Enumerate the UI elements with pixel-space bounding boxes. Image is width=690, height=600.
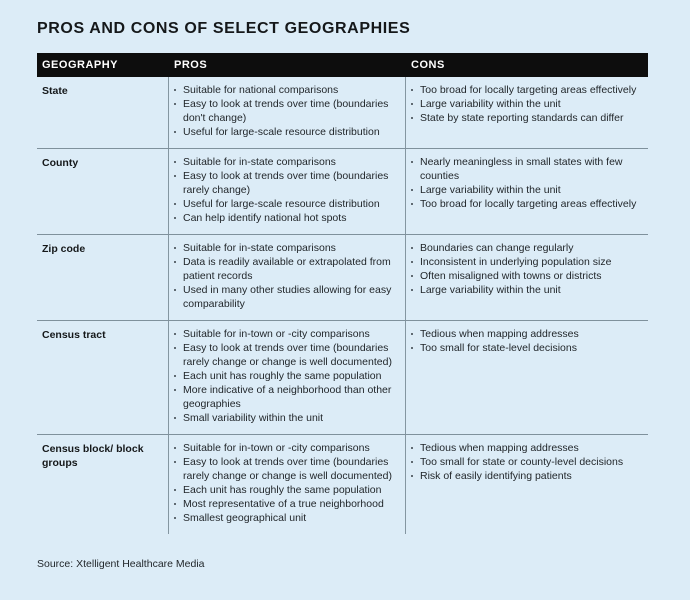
pros-cell <box>168 77 405 148</box>
cons-cell <box>405 435 648 534</box>
pros-cell <box>168 435 405 534</box>
geography-table <box>37 53 648 534</box>
pros-list <box>169 327 401 425</box>
cons-item: Large variability within the unit <box>406 183 644 197</box>
pros-cell <box>168 235 405 320</box>
cons-item: Large variability within the unit <box>406 283 644 297</box>
pros-list <box>169 241 401 311</box>
pros-item: Useful for large-scale resource distribution <box>169 197 401 211</box>
cons-list <box>406 441 644 483</box>
cons-item: Too broad for locally targeting areas effectively <box>406 197 644 211</box>
pros-item: Each unit has roughly the same population <box>169 369 401 383</box>
pros-item: Suitable for in-state comparisons <box>169 155 401 169</box>
pros-item: Data is readily available or extrapolated from patient records <box>169 255 401 283</box>
cons-item: Tedious when mapping addresses <box>406 441 644 455</box>
geography-label: Census tract <box>42 329 106 341</box>
geography-label: Zip code <box>42 243 86 255</box>
pros-item: Can help identify national hot spots <box>169 211 401 225</box>
cons-item: Too small for state-level decisions <box>406 341 644 355</box>
pros-item: Useful for large-scale resource distribution <box>169 125 401 139</box>
cons-cell <box>405 235 648 320</box>
cons-item: Tedious when mapping addresses <box>406 327 644 341</box>
cons-cell <box>405 149 648 234</box>
pros-cell <box>168 149 405 234</box>
cons-cell <box>405 77 648 148</box>
pros-cell <box>168 321 405 434</box>
cons-item: Nearly meaningless in small states with few counties <box>406 155 644 183</box>
column-header-pros: PROS <box>174 59 208 71</box>
cons-cell <box>405 321 648 434</box>
cons-item: Risk of easily identifying patients <box>406 469 644 483</box>
geography-label: County <box>42 157 79 169</box>
geography-label: Census block/ block groups <box>42 443 144 469</box>
pros-item: Suitable for in-town or -city comparisons <box>169 327 401 341</box>
cons-item: Too small for state or county-level decisions <box>406 455 644 469</box>
pros-item: Suitable for national comparisons <box>169 83 401 97</box>
cons-item: State by state reporting standards can differ <box>406 111 644 125</box>
page-title: PROS AND CONS OF SELECT GEOGRAPHIES <box>37 20 411 37</box>
pros-item: Most representative of a true neighborhood <box>169 497 401 511</box>
pros-item: Used in many other studies allowing for easy comparability <box>169 283 401 311</box>
pros-item: Smallest geographical unit <box>169 511 401 525</box>
cons-item: Too broad for locally targeting areas effectively <box>406 83 644 97</box>
cons-item: Large variability within the unit <box>406 97 644 111</box>
pros-item: Easy to look at trends over time (boundaries rarely change or change is well documented) <box>169 341 401 369</box>
source-credit: Source: Xtelligent Healthcare Media <box>37 558 205 570</box>
cons-item: Boundaries can change regularly <box>406 241 644 255</box>
cons-list <box>406 327 644 355</box>
table-row-zip-code <box>37 234 648 320</box>
pros-item: Easy to look at trends over time (boundaries don't change) <box>169 97 401 125</box>
column-header-cons: CONS <box>411 59 445 71</box>
pros-item: Easy to look at trends over time (boundaries rarely change or change is well documented) <box>169 455 401 483</box>
table-row-census-tract <box>37 320 648 434</box>
pros-list <box>169 441 401 525</box>
table-row-census-block <box>37 434 648 534</box>
cons-list <box>406 241 644 297</box>
column-header-geography: GEOGRAPHY <box>42 59 119 71</box>
pros-list <box>169 155 401 225</box>
pros-list <box>169 83 401 139</box>
table-row-county <box>37 148 648 234</box>
geography-label: State <box>42 85 68 97</box>
pros-item: More indicative of a neighborhood than other geographies <box>169 383 401 411</box>
cons-item: Often misaligned with towns or districts <box>406 269 644 283</box>
pros-item: Small variability within the unit <box>169 411 401 425</box>
table-header-row <box>37 53 648 77</box>
table-row-state <box>37 77 648 148</box>
cons-list <box>406 83 644 125</box>
pros-item: Suitable for in-state comparisons <box>169 241 401 255</box>
pros-item: Easy to look at trends over time (boundaries rarely change) <box>169 169 401 197</box>
cons-item: Inconsistent in underlying population size <box>406 255 644 269</box>
pros-item: Suitable for in-town or -city comparisons <box>169 441 401 455</box>
pros-item: Each unit has roughly the same population <box>169 483 401 497</box>
cons-list <box>406 155 644 211</box>
